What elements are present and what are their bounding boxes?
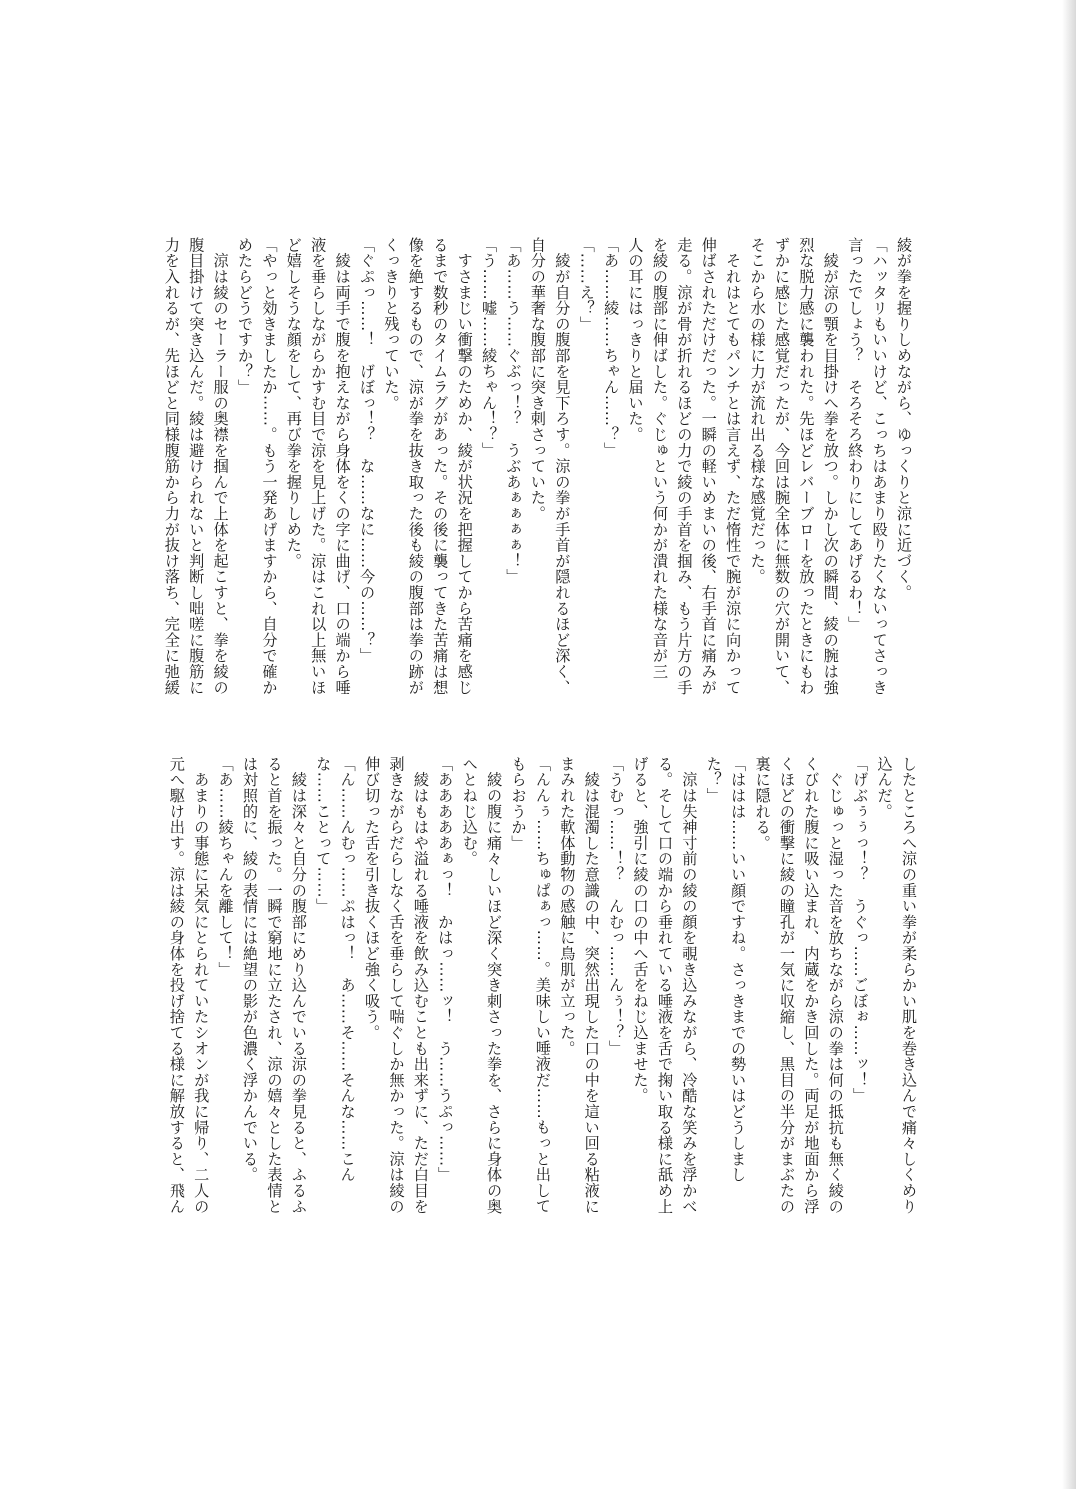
text-line: まみれた軟体動物の感触に鳥肌が立った。 <box>558 756 577 1057</box>
text-line: 「んんぅ……ちゅぱぁっ……。美味しい唾液だ……もっと出して <box>533 756 552 1215</box>
page-edge-shadow <box>1062 0 1076 1489</box>
text-line: 腹目掛けて突き込んだ。綾は避けられないと判断し咄嗟に腹筋に <box>187 237 206 696</box>
text-line: 「あ……綾……ちゃん……？」 <box>602 237 621 459</box>
text-line: 液を垂らしながらかすむ目で涼を見上げた。涼はこれ以上無いほ <box>309 237 328 696</box>
text-line: くっきりと残っていた。 <box>382 237 401 411</box>
text-line: 自分の華奢な腹部に突き刺さっていた。 <box>528 237 547 522</box>
text-line: もらおうか」 <box>509 756 528 851</box>
text-line: したところへ涼の重い拳が柔らかい肌を巻き込んで痛々しくめり <box>900 756 918 1215</box>
text-line: 綾は両手で腹を抱えながら身体をくの字に曲げ、口の端から唾 <box>333 237 352 696</box>
text-line: 綾が涼の顎を目掛けへ拳を放つ。しかし次の瞬間、綾の腕は強 <box>821 237 840 696</box>
text-line: 裏に隠れる。 <box>753 756 772 851</box>
text-line: 言ったでしょう？ そろそろ終わりにしてあげるわ！」 <box>846 237 865 632</box>
text-line: な……ことって……」 <box>314 756 333 914</box>
text-line: 涼は失神寸前の綾の顔を覗き込みながら、冷酷な笑みを浮かべ <box>680 756 699 1215</box>
text-line: ると首を振った。一瞬で窮地に立たされ、涼の嬉々とした表情と <box>265 756 284 1215</box>
text-line: すさまじい衝撃のためか、綾が状況を把握してから苦痛を感じ <box>455 237 474 696</box>
text-line: 「あ……う……ぐぶっ！？ うぶあぁぁぁぁ！」 <box>504 237 523 585</box>
text-line: 綾の腹に痛々しいほど深く突き刺さった拳を、さらに身体の奥 <box>485 756 504 1215</box>
text-line: は対照的に、綾の表情には絶望の影が色濃く浮かんでいる。 <box>241 756 260 1183</box>
text-line: そこから水の様に力が流れ出る様な感覚だった。 <box>748 237 767 585</box>
text-line: る。そして口の端から垂れている唾液を舌で掬い取る様に舐め上 <box>655 756 674 1215</box>
text-line: ずかに感じた感覚だったが、今回は腕全体に無数の穴が開いて、 <box>772 237 791 696</box>
text-line: くびれた腹に吸い込まれ、内蔵をかき回した。両足が地面から浮 <box>802 756 821 1215</box>
text-line: 「やっと効きましたか……。もう一発あげますから、自分で確か <box>260 237 279 696</box>
text-line: 「あ……綾ちゃんを離して！」 <box>216 756 235 978</box>
text-line: 綾は混濁した意識の中、突然出現した口の中を這い回る粘液に <box>582 756 601 1215</box>
text-line: 伸び切った舌を引き抜くほど強く吸う。 <box>363 756 382 1041</box>
text-line: 力を入れるが、先ほどと同様腹筋から力が抜け落ち、完全に弛緩 <box>162 237 181 696</box>
text-line: くほどの衝撃に綾の瞳孔が一気に収縮し、黒目の半分がまぶたの <box>777 756 796 1215</box>
text-line: 綾が自分の腹部を見下ろす。涼の拳が手首が隠れるほど深く、 <box>553 237 572 696</box>
text-line: ぐじゅっと湿った音を放ちながら涼の拳は何の抵抗も無く綾の <box>826 756 845 1215</box>
text-line: を綾の腹部に伸ばした。ぐじゅという何かが潰れた様な音が三 <box>650 237 669 680</box>
upper-text-block <box>159 237 916 737</box>
text-line: 像を絶するもので、涼が拳を抜き取った後も綾の腹部は拳の跡が <box>406 237 425 696</box>
text-line: るまで数秒のタイムラグがあった。その後に襲ってきた苦痛は想 <box>431 237 450 696</box>
text-line: 「げぶぅぅっ！？ うぐっ……ごぼぉ……ッ！」 <box>851 756 870 1104</box>
text-line: ど嬉しそうな顔をして、再び拳を握りしめた。 <box>284 237 303 569</box>
text-line: 「ぐぷっ……！ げぼっ！？ な……なに……今の……？」 <box>358 237 377 664</box>
text-line: へとねじ込む。 <box>460 756 479 867</box>
text-line: 「ハッタリもいいけど、こっちはあまり殴りたくないってさっき <box>870 237 889 696</box>
text-line: 「うむっ……！？ んむっ……んぅ！？」 <box>607 756 626 1057</box>
text-line: た？」 <box>704 756 723 804</box>
text-line: 綾はもはや溢れる唾液を飲み込むことも出来ずに、ただ白目を <box>411 756 430 1215</box>
text-line: 「あああああぁっ！ かはっ……ッ！ う……うぷっ……」 <box>436 756 455 1183</box>
text-line: 「う……嘘……綾ちゃん！？」 <box>480 237 499 459</box>
text-line: それはとてもパンチとは言えず、ただ惰性で腕が涼に向かって <box>724 237 743 696</box>
text-line: あまりの事態に呆気にとられていたシオンが我に帰り、二人の <box>192 756 211 1215</box>
text-line: めたらどうですか？」 <box>236 237 255 395</box>
text-line: 剥きながらだらしなく舌を垂らして喘ぐしか無かった。涼は綾の <box>387 756 406 1215</box>
text-line: 人の耳にはっきりと届いた。 <box>626 237 645 443</box>
text-line: 伸ばされただけだった。一瞬の軽いめまいの後、右手首に痛みが <box>699 237 718 696</box>
text-line: 綾は深々と自分の腹部にめり込んでいる涼の拳見ると、ふるふ <box>289 756 308 1215</box>
text-line: 綾が拳を握りしめながら、ゆっくりと涼に近づく。 <box>895 237 913 601</box>
text-line: 涼は綾のセーラー服の奥襟を掴んで上体を起こすと、拳を綾の <box>211 237 230 696</box>
text-line: 「ははは……いい顔ですね。さっきまでの勢いはどうしまし <box>729 756 748 1183</box>
lower-text-block <box>164 756 921 1286</box>
text-line: 込んだ。 <box>875 756 894 820</box>
text-line: 「……え？」 <box>577 237 596 332</box>
text-line: 走る。涼が骨が折れるほどの力で綾の手首を掴み、もう片方の手 <box>675 237 694 696</box>
text-line: 元へ駆け出す。涼は綾の身体を投げ捨てる様に解放すると、飛ん <box>167 756 186 1215</box>
text-line: 「ん……んむっ……ぷはっ！ あ……そ……そんな……こん <box>338 756 357 1183</box>
text-line: 烈な脱力感に襲われた。先ほどレバーブローを放ったときにもわ <box>797 237 816 696</box>
text-line: げると、強引に綾の口の中へ舌をねじ込ませた。 <box>631 756 650 1104</box>
